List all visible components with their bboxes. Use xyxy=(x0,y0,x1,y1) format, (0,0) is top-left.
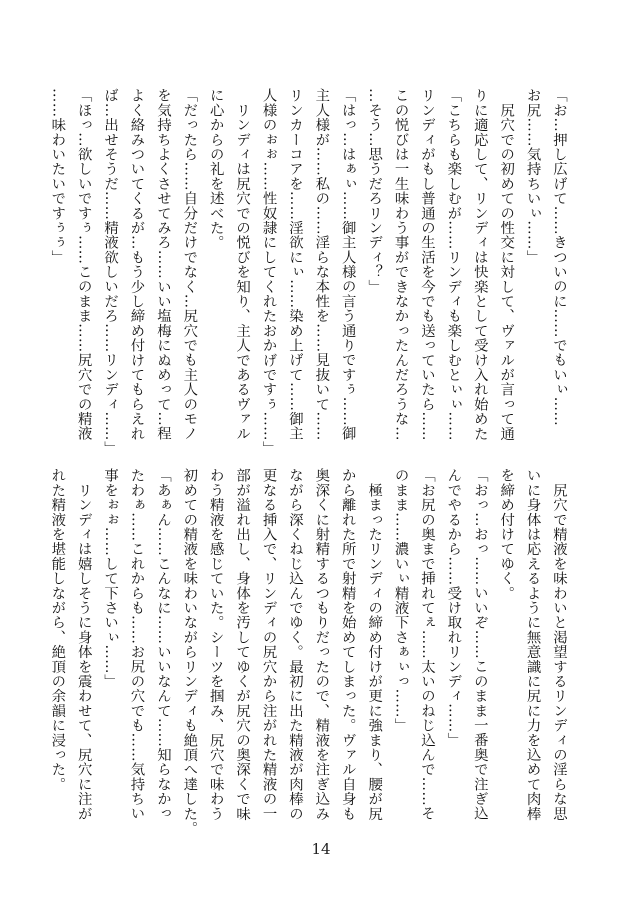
text-line: 「お尻の奥まで挿れてぇ……太いのねじ込んで……そ xyxy=(418,468,435,821)
text-line: 人様のぉぉ……性奴隷にしてくれたおかげですぅ……」 xyxy=(260,88,277,456)
top-text-column xyxy=(49,88,572,456)
text-line: れた精液を堪能しながら、絶頂の余韻に浸った。 xyxy=(49,468,66,792)
text-line: 初めての精液を味わいながらリンディも絶頂へ達した。 xyxy=(181,468,198,836)
text-line: りに適応して、リンディは快楽として受け入れ始めた xyxy=(471,88,488,441)
text-line: に心からの礼を述べた。 xyxy=(207,88,224,250)
text-line: リンディは尻穴での悦びを知り、主人であるヴァル xyxy=(234,88,251,441)
text-line: を気持ちよくさせてみろ……いい塩梅にぬめって…程 xyxy=(154,88,171,441)
text-line: を締め付けてゆく。 xyxy=(498,468,515,601)
text-line: ば…出せそうだ……精液欲しいだろ……リンディ……」 xyxy=(102,88,119,456)
text-line: 尻穴で精液を味わいと渇望するリンディの淫らな思 xyxy=(551,468,567,821)
text-line: いに身体は応えるように無意識に尻に力を込めて肉棒 xyxy=(524,468,541,821)
bottom-text-column xyxy=(49,468,572,836)
text-line: ながら深くねじ込んでゆく。最初に出た精液が肉棒の xyxy=(286,468,303,821)
text-line: 事をぉぉ……して下さいぃ……」 xyxy=(102,468,119,689)
page-number: 14 xyxy=(311,840,331,858)
text-line: んでやるから……受け取れリンディ……」 xyxy=(445,468,462,748)
text-line: ……味わいたいですぅぅ」 xyxy=(49,88,66,265)
text-line: 主人様が……私の……淫らな本性を……見抜いて…… xyxy=(313,88,330,441)
text-line: リンディは嬉しそうに身体を震わせて、尻穴に注が xyxy=(75,468,92,821)
text-line: 極まったリンディの締め付けが更に強まり、腰が尻 xyxy=(366,468,383,821)
text-line: 「おっ…おっ……いいぞ……このまま一番奥で注ぎ込 xyxy=(471,468,488,821)
text-line: よく絡みついてくるが…もう少し締め付けてもらえれ xyxy=(128,88,145,441)
text-line: リンディがもし普通の生活を今でも送っていたら…… xyxy=(418,88,435,441)
text-line: 「ほっ…欲しいですぅ……このまま……尻穴での精液 xyxy=(75,88,92,441)
text-line: 奥深くに射精するつもりだったので、精液を注ぎ込み xyxy=(313,468,330,821)
text-line: から離れた所で射精を始めてしまった。ヴァル自身も xyxy=(339,468,356,821)
text-line: 「はっ…はぁぃ……御主人様の言う通りですぅ……御 xyxy=(339,88,356,441)
text-line: たわぁ……これからも……お尻の穴でも……気持ちい xyxy=(128,468,145,821)
text-line: この悦びは一生味わう事ができなかったんだろうな… xyxy=(392,88,409,441)
text-line: 「あぁん……こんなに……いいなんて……知らなかっ xyxy=(154,468,171,821)
text-line: 部が溢れ出し、身体を汚してゆくが尻穴の奥深くで味 xyxy=(234,468,251,821)
text-line: 更なる挿入で、リンディの尻穴から注がれた精液の一 xyxy=(260,468,277,821)
text-line: 尻穴での初めての性交に対して、ヴァルが言って通 xyxy=(498,88,515,441)
text-line: …そう…思うだろリンディ？」 xyxy=(366,88,383,294)
text-line: お尻……気持ちいぃ……」 xyxy=(524,88,541,265)
text-line: わう精液を感じていた。シーツを掴み、尻穴で味わう xyxy=(207,468,224,821)
text-line: 「お…押し広げて……きついのに……でもいぃ…… xyxy=(551,88,567,427)
text-line: のまま……濃いぃ精液下さぁぃっ……」 xyxy=(392,468,409,733)
text-line: 「だったら……自分だけでなく…尻穴でも主人のモノ xyxy=(181,88,198,441)
text-line: リンカーコアを……淫欲にぃ……染め上げて……御主 xyxy=(286,88,303,441)
text-line: 「こちらも楽しむが……リンディも楽しむとぃぃ…… xyxy=(445,88,462,441)
